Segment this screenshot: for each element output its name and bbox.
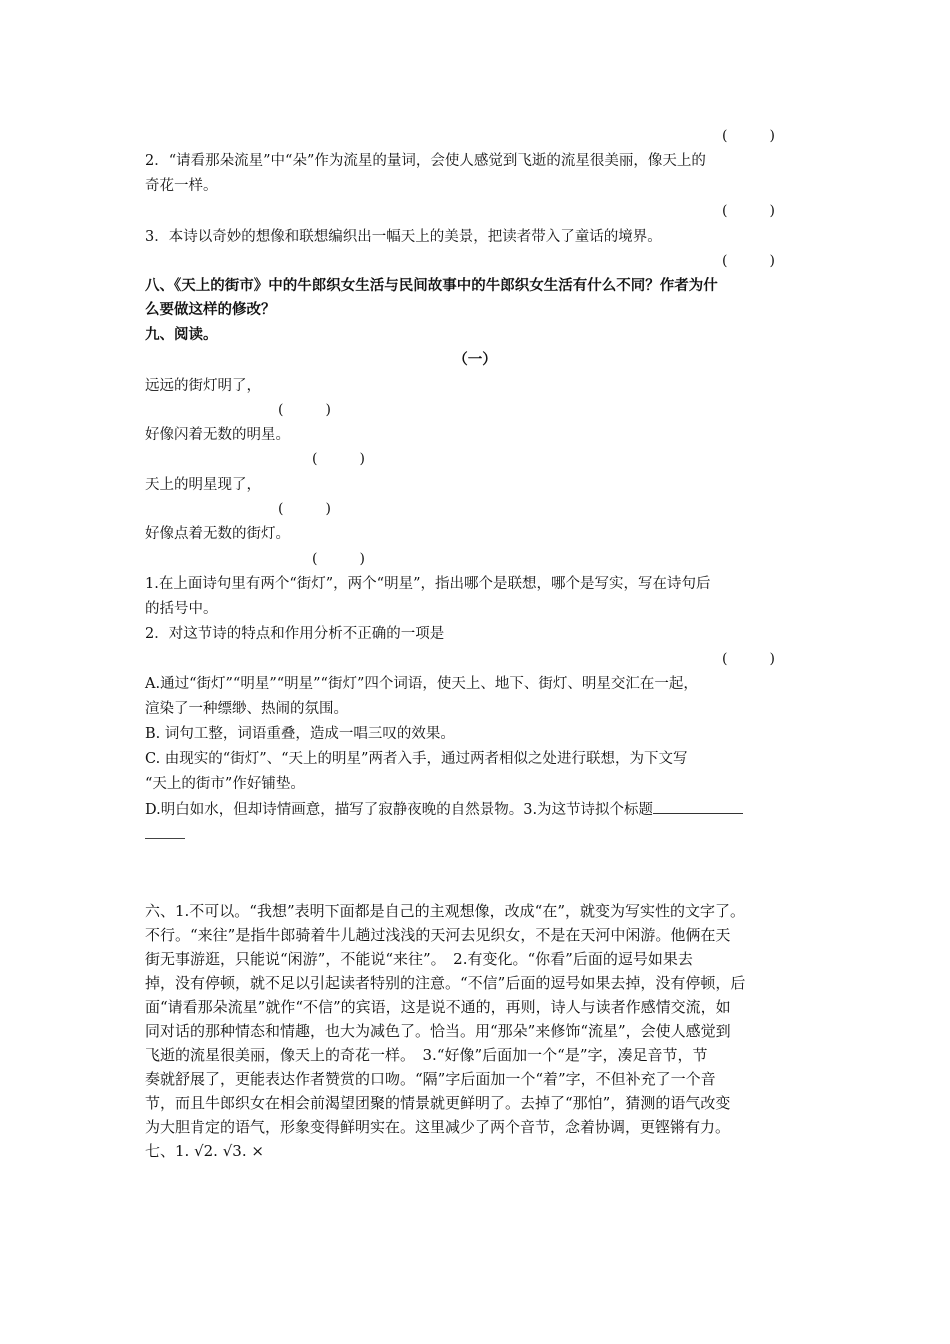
option-b: B. 词句工整，词语重叠，造成一唱三叹的效果。 (145, 726, 455, 742)
option-c-line1: C. 由现实的“街灯”、“天上的明星”两者入手，通过两者相似之处进行联想，为下文写 (145, 751, 688, 767)
poem-paren-2[interactable]: ( ) (312, 451, 365, 467)
q7-item-2-line1: 2．“请看那朵流星”中“朵”作为流星的量词，会使人感觉到飞逝的流星很美丽，像天上的 (145, 153, 706, 169)
q9-2: 2．对这节诗的特点和作用分析不正确的一项是 (145, 626, 445, 642)
title-blank[interactable] (653, 799, 743, 814)
poem-line-3: 天上的明星现了， (145, 477, 261, 493)
q9-1-line1: 1.在上面诗句里有两个“街灯”，两个“明星”，指出哪个是联想，哪个是写实，写在诗句后 (145, 576, 711, 592)
q9-2-paren[interactable]: ( ) (722, 651, 775, 667)
poem-line-2: 好像闪着无数的明星。 (145, 427, 290, 443)
answer-paren-7-2[interactable]: ( ) (722, 203, 775, 219)
poem-line-1: 远远的街灯明了， (145, 378, 261, 394)
poem-paren-4[interactable]: ( ) (312, 551, 365, 567)
title-blank-continuation (145, 838, 185, 839)
answer-line-3: 街无事游逛，只能说“闲游”，不能说“来往”。 2.有变化。“你看”后面的逗号如果去 (145, 950, 693, 968)
answer-line-5: 面“请看那朵流星”就作“不信”的宾语，这是说不通的，再则，诗人与读者作感情交流，如 (145, 998, 731, 1016)
option-a-line2: 渲染了一种缥缈、热闹的氛围。 (145, 701, 348, 717)
poem-paren-1[interactable]: ( ) (278, 402, 331, 418)
answer-line-10: 为大胆肯定的语气，形象变得鲜明实在。这里减少了两个音节，念着协调，更铿锵有力。 (145, 1118, 731, 1136)
option-d (145, 799, 743, 820)
answer-line-1: 六、1.不可以。“我想”表明下面都是自己的主观想像，改成“在”，就变为写实性的文字了。 (145, 902, 745, 920)
answer-line-8: 奏就舒展了，更能表达作者赞赏的口吻。“隔”字后面加一个“着”字，不但补充了一个音 (145, 1070, 716, 1088)
answer-line-11: 七、1. √2. √3. × (145, 1142, 264, 1160)
q8-line2: 么要做这样的修改？ (145, 302, 276, 318)
option-c-line2: “天上的街市”作好铺垫。 (145, 776, 305, 792)
q7-item-3: 3．本诗以奇妙的想像和联想编织出一幅天上的美景，把读者带入了童话的境界。 (145, 229, 662, 245)
q8-line1: 八、《天上的街市》中的牛郎织女生活与民间故事中的牛郎织女生活有什么不同？作者为什 (145, 278, 718, 294)
answer-line-7: 飞逝的流星很美丽，像天上的奇花一样。 3.“好像”后面加一个“是”字，凑足音节，节 (145, 1046, 708, 1064)
section-title: （一） (453, 351, 497, 368)
q7-item-2-line2: 奇花一样。 (145, 178, 218, 194)
q9-heading: 九、阅读。 (145, 327, 218, 343)
answer-line-2: 不行。“来往”是指牛郎骑着牛儿趟过浅浅的天河去见织女，不是在天河中闲游。他俩在天 (145, 926, 731, 944)
poem-paren-3[interactable]: ( ) (278, 501, 331, 517)
answer-line-6: 同对话的那种情态和情趣，也大为减色了。恰当。用“那朵”来修饰“流星”，会使人感觉到 (145, 1022, 731, 1040)
q9-1-line2: 的括号中。 (145, 601, 218, 617)
answer-line-4: 掉，没有停顿，就不足以引起读者特别的注意。“不信”后面的逗号如果去掉，没有停顿，后 (145, 974, 746, 992)
answer-paren-7-1[interactable]: ( ) (722, 128, 775, 144)
answer-paren-7-3[interactable]: ( ) (722, 253, 775, 269)
option-a-line1: A.通过“街灯”“明星”“明星”“街灯”四个词语，使天上、地下、街灯、明星交汇在一起， (145, 676, 698, 692)
option-d-text: D.明白如水，但却诗情画意，描写了寂静夜晚的自然景物。3.为这节诗拟个标题 (145, 802, 654, 818)
answer-line-9: 节，而且牛郎织女在相会前渴望团聚的情景就更鲜明了。去掉了“那怕”，猜测的语气改变 (145, 1094, 731, 1112)
poem-line-4: 好像点着无数的街灯。 (145, 526, 290, 542)
